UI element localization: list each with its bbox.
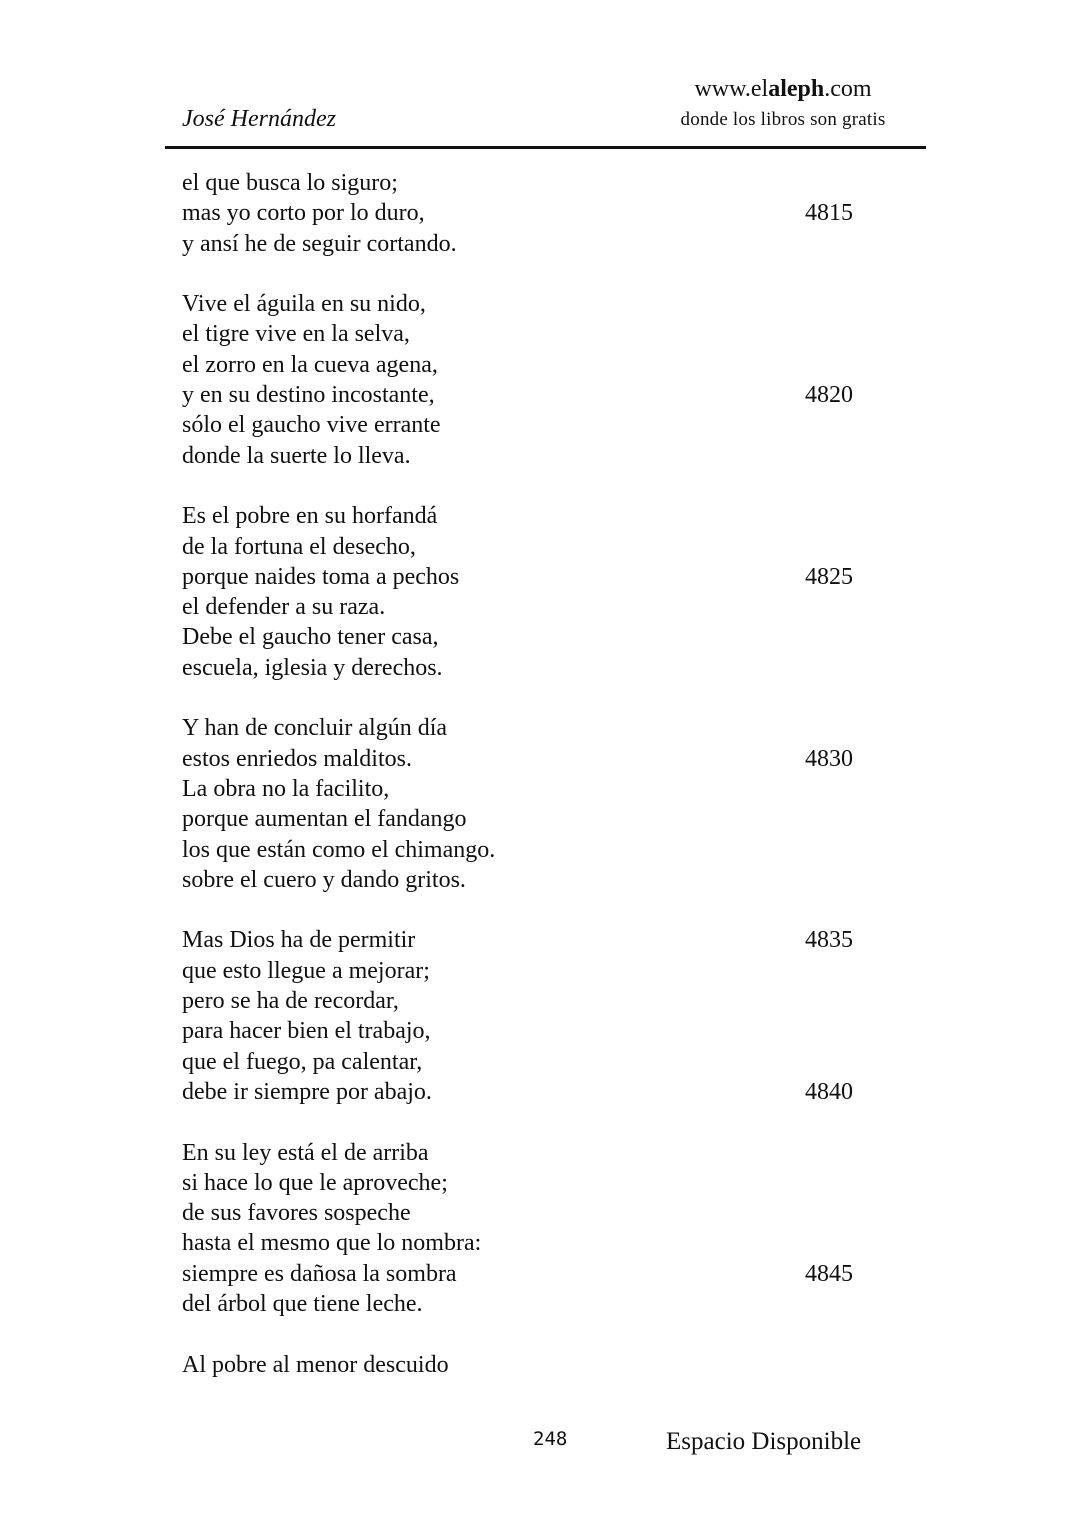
verse-line	[182, 1047, 882, 1077]
verse-text: y en su destino incostante,	[182, 382, 435, 409]
verse-number: 4835	[805, 927, 853, 954]
verse-text: el zorro en la cueva agena,	[182, 351, 438, 378]
verse-text: debe ir siempre por abajo.	[182, 1078, 432, 1105]
verse-text: porque aumentan el fandango	[182, 806, 467, 833]
verse-line	[182, 865, 882, 895]
site-url-brand: aleph	[768, 76, 825, 102]
verse-text: de sus favores sospeche	[182, 1200, 411, 1227]
verse-text: de la fortuna el desecho,	[182, 533, 416, 560]
verse-line	[182, 986, 882, 1016]
verse-line	[182, 835, 882, 865]
verse-text: hasta el mesmo que lo nombra:	[182, 1230, 482, 1257]
verse-line	[182, 744, 882, 774]
verse-line	[182, 622, 882, 652]
verse-text: siempre es dañosa la sombra	[182, 1260, 457, 1287]
verse-text: para hacer bien el trabajo,	[182, 1018, 431, 1045]
verse-line	[182, 501, 882, 531]
header-site	[640, 74, 926, 133]
header-author: José Hernández	[182, 106, 336, 132]
verse-line	[182, 653, 882, 683]
verse-line	[182, 925, 882, 955]
verse-text: el defender a su raza.	[182, 594, 386, 621]
verse-text: el tigre vive en la selva,	[182, 321, 410, 348]
verse-text: Mas Dios ha de permitir	[182, 927, 416, 954]
verse-line	[182, 319, 882, 349]
verse-line	[182, 562, 882, 592]
verse-text: Y han de concluir algún día	[182, 715, 448, 742]
poem-body	[182, 168, 882, 1380]
verse-text: estos enriedos malditos.	[182, 745, 412, 772]
verse-line	[182, 1259, 882, 1289]
verse-line	[182, 168, 882, 198]
verse-text: y ansí he de seguir cortando.	[182, 230, 457, 257]
verse-text: donde la suerte lo lleva.	[182, 442, 411, 469]
stanza-break	[182, 471, 882, 501]
verse-line	[182, 1077, 882, 1107]
verse-line	[182, 350, 882, 380]
verse-text: los que están como el chimango.	[182, 836, 496, 863]
verse-text: que el fuego, pa calentar,	[182, 1048, 423, 1075]
verse-text: sólo el gaucho vive errante	[182, 412, 441, 439]
verse-line	[182, 1228, 882, 1258]
verse-number: 4830	[805, 745, 853, 772]
page-number: 248	[533, 1428, 568, 1450]
verse-line	[182, 1016, 882, 1046]
stanza-break	[182, 683, 882, 713]
site-tagline: donde los libros son gratis	[680, 109, 886, 130]
site-url[interactable]	[640, 74, 926, 104]
verse-text: Al pobre al menor descuido	[182, 1351, 449, 1378]
verse-text: En su ley está el de arriba	[182, 1139, 429, 1166]
verse-number: 4840	[805, 1078, 853, 1105]
site-url-suffix: .com	[824, 76, 872, 102]
verse-line	[182, 1168, 882, 1198]
stanza-break	[182, 259, 882, 289]
site-url-prefix: www.el	[694, 76, 769, 102]
verse-text: si hace lo que le aproveche;	[182, 1169, 448, 1196]
verse-line	[182, 956, 882, 986]
verse-line	[182, 713, 882, 743]
stanza-break	[182, 1107, 882, 1137]
verse-number: 4825	[805, 563, 853, 590]
verse-line	[182, 229, 882, 259]
verse-text: La obra no la facilito,	[182, 775, 390, 802]
verse-text: pero se ha de recordar,	[182, 988, 399, 1015]
verse-number: 4820	[805, 382, 853, 409]
verse-text: mas yo corto por lo duro,	[182, 200, 425, 227]
verse-text: el que busca lo siguro;	[182, 170, 398, 196]
stanza-break	[182, 895, 882, 925]
verse-line	[182, 380, 882, 410]
header-rule	[165, 146, 926, 149]
stanza-break	[182, 1319, 882, 1349]
verse-text: escuela, iglesia y derechos.	[182, 654, 443, 681]
verse-line	[182, 441, 882, 471]
verse-text: sobre el cuero y dando gritos.	[182, 866, 466, 893]
verse-number: 4845	[805, 1260, 853, 1287]
verse-line	[182, 804, 882, 834]
verse-line	[182, 592, 882, 622]
verse-number: 4815	[805, 200, 853, 227]
verse-text: Debe el gaucho tener casa,	[182, 624, 439, 651]
verse-line	[182, 774, 882, 804]
verse-text: Es el pobre en su horfandá	[182, 503, 438, 530]
verse-line	[182, 289, 882, 319]
verse-text: que esto llegue a mejorar;	[182, 957, 430, 984]
verse-line	[182, 1198, 882, 1228]
verse-text: Vive el águila en su nido,	[182, 291, 426, 318]
verse-line	[182, 1350, 882, 1380]
verse-line	[182, 1289, 882, 1319]
verse-line	[182, 532, 882, 562]
verse-text: del árbol que tiene leche.	[182, 1290, 423, 1317]
verse-text: porque naides toma a pechos	[182, 563, 460, 590]
footer-note: Espacio Disponible	[666, 1428, 862, 1455]
verse-line	[182, 410, 882, 440]
verse-line	[182, 198, 882, 228]
verse-line	[182, 1138, 882, 1168]
